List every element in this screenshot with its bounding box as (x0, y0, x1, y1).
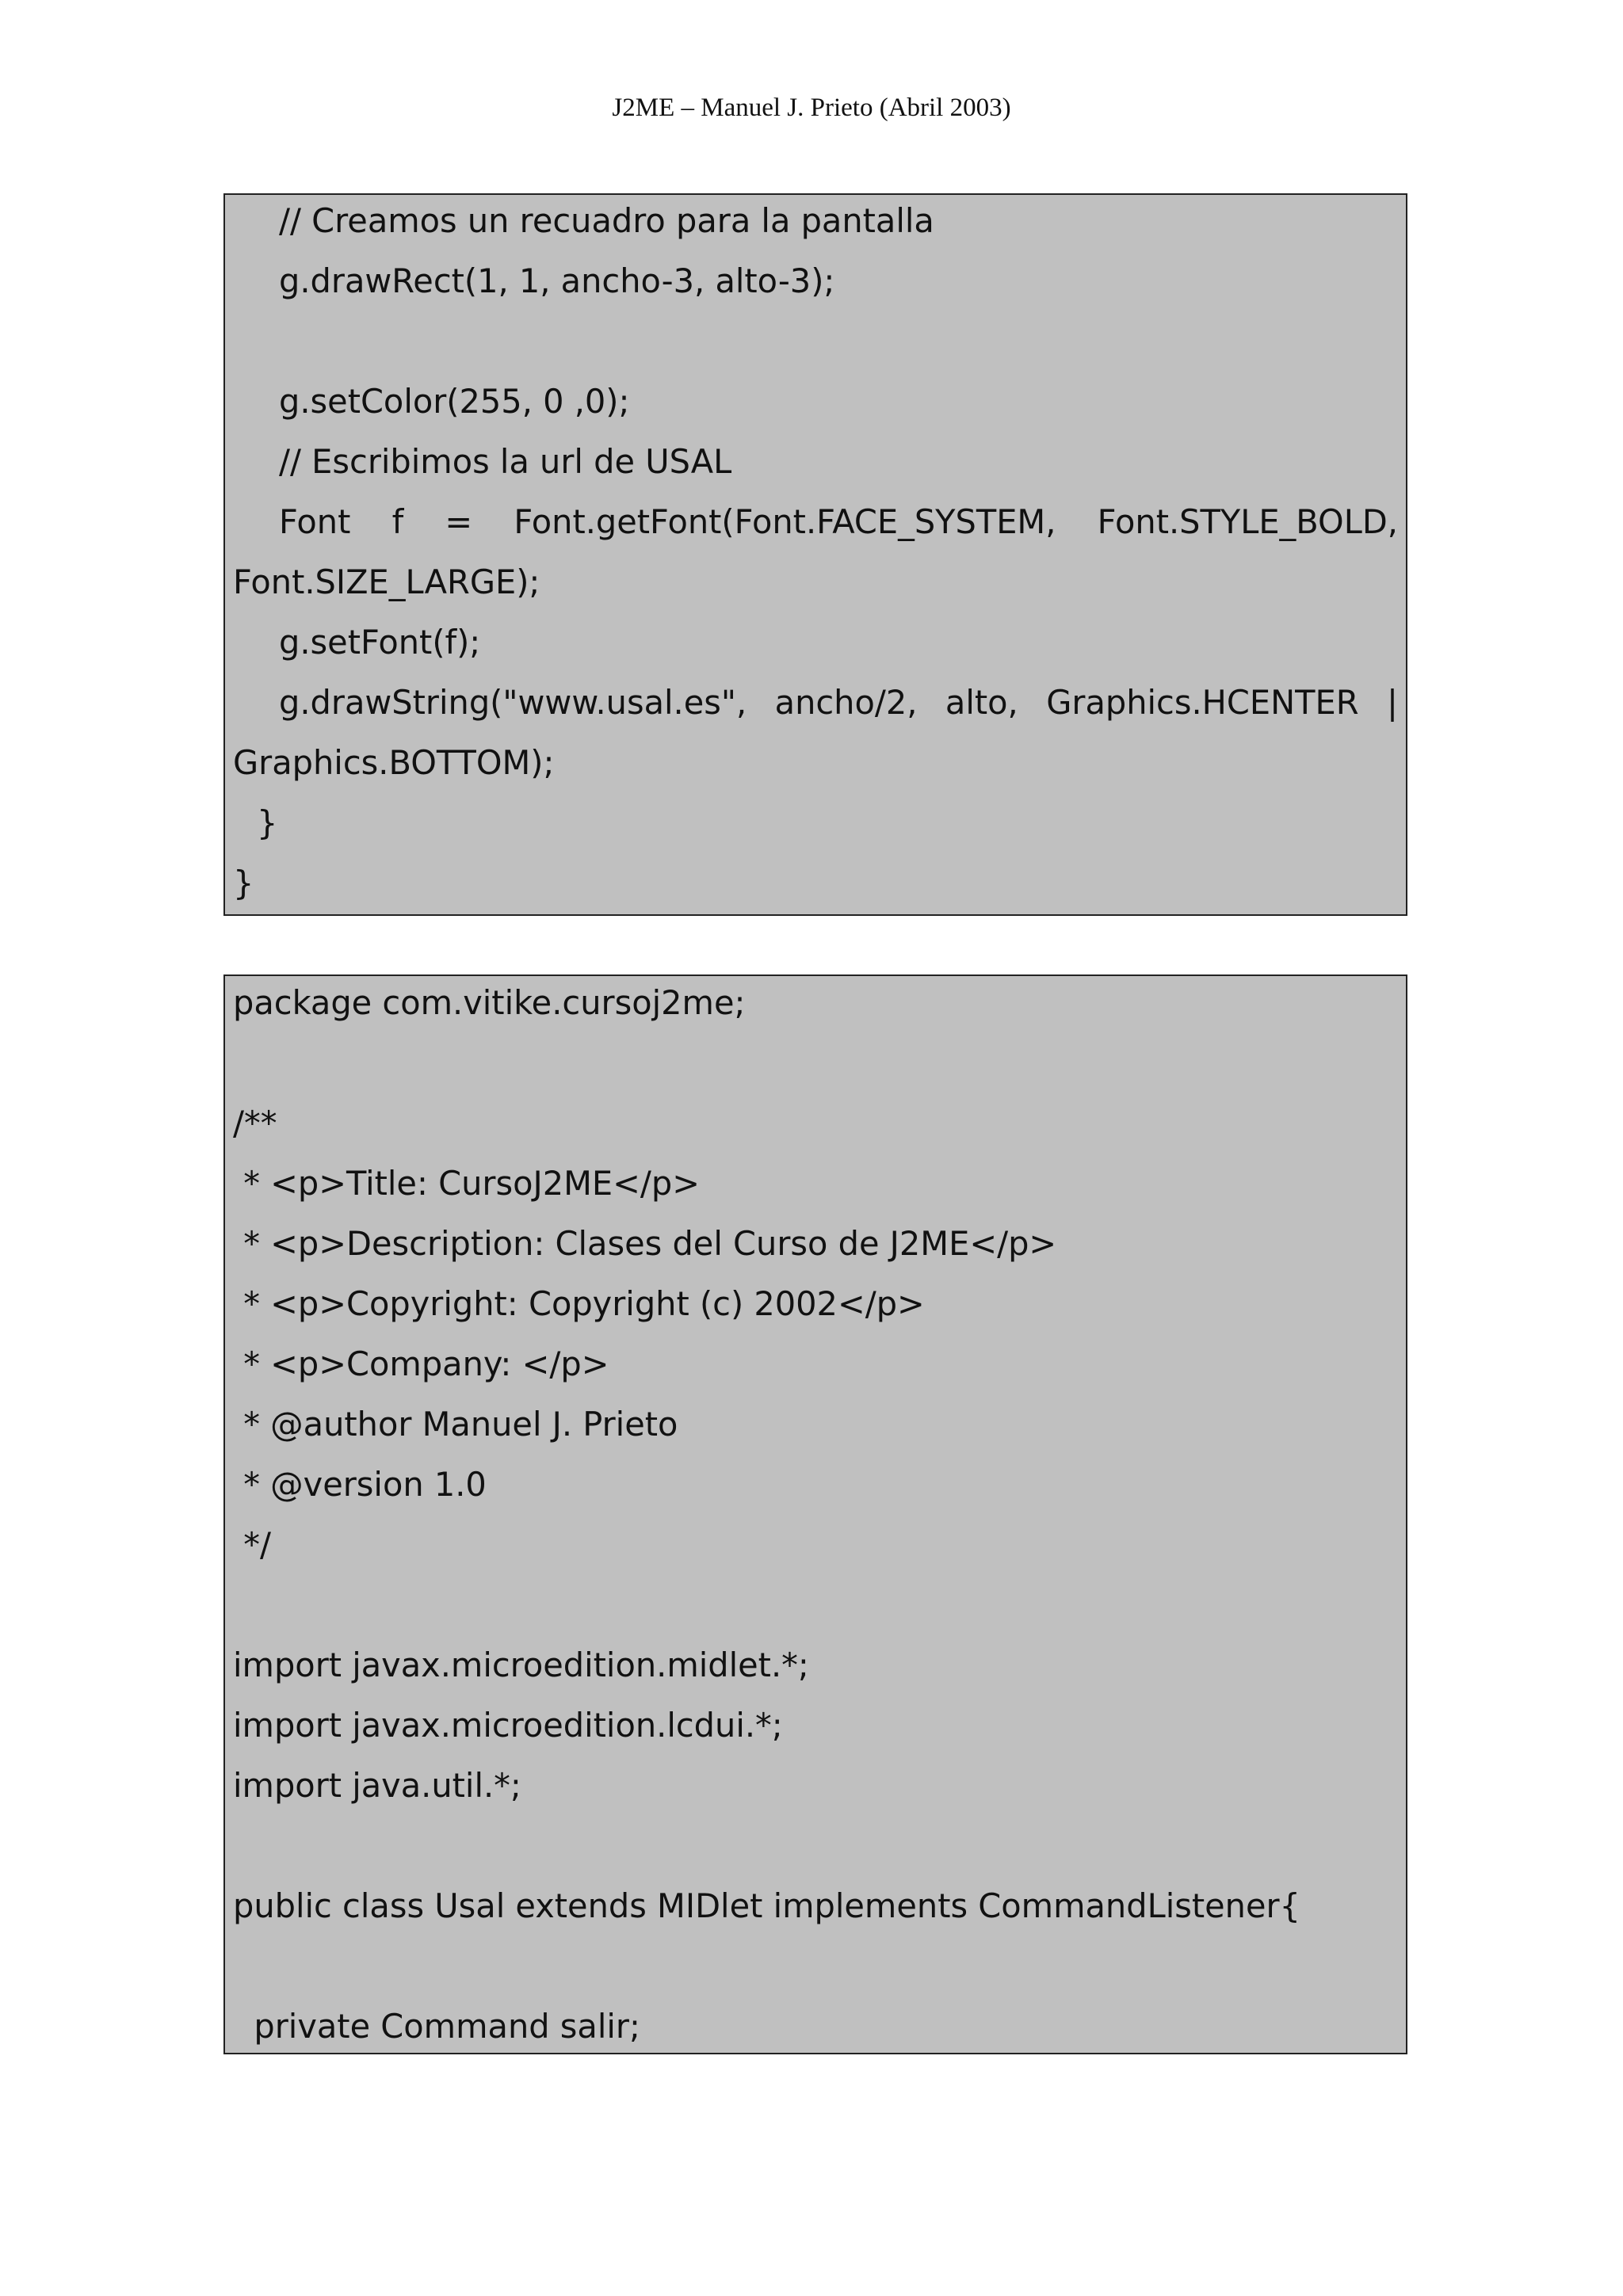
code-line: g.drawString("www.usal.es", ancho/2, alto, Graphics.HCENTER | (279, 683, 1398, 722)
code-line: import javax.microedition.lcdui.*; (233, 1706, 783, 1745)
code-line: * <p>Copyright: Copyright (c) 2002</p> (233, 1284, 925, 1323)
code-line: private Command salir; (233, 2007, 640, 2046)
code-line: Graphics.BOTTOM); (233, 743, 555, 782)
code-line: * @author Manuel J. Prieto (233, 1405, 678, 1444)
code-line: g.setFont(f); (279, 623, 481, 662)
code-line: // Escribimos la url de USAL (279, 442, 732, 481)
code-line: /** (233, 1104, 277, 1142)
code-line: package com.vitike.cursoj2me; (233, 983, 746, 1022)
code-line (233, 1039, 1398, 1087)
code-line: } (257, 803, 278, 842)
code-line: import java.util.*; (233, 1766, 521, 1805)
code-line: * @version 1.0 (233, 1465, 487, 1504)
code-line: g.setColor(255, 0 ,0); (279, 382, 630, 421)
code-line: */ (233, 1525, 271, 1564)
code-line (233, 1822, 1398, 1870)
code-line: * <p>Company: </p> (233, 1344, 609, 1383)
code-line (233, 1943, 1398, 1990)
code-line: public class Usal extends MIDlet implements CommandListener{ (233, 1886, 1300, 1925)
code-line: import javax.microedition.midlet.*; (233, 1646, 809, 1684)
code-line: } (233, 864, 254, 902)
code-line (279, 318, 1398, 365)
code-line: * <p>Description: Clases del Curso de J2ME</p> (233, 1224, 1057, 1263)
code-line: Font.SIZE_LARGE); (233, 563, 540, 601)
code-line: g.drawRect(1, 1, ancho-3, alto-3); (279, 261, 835, 300)
code-line (233, 1581, 1398, 1629)
code-block (223, 193, 1407, 916)
code-line: * <p>Title: CursoJ2ME</p> (233, 1164, 701, 1203)
code-line: // Creamos un recuadro para la pantalla (279, 201, 934, 240)
code-block (223, 974, 1407, 2054)
code-line: Font f = Font.getFont(Font.FACE_SYSTEM, Font.STYLE_BOLD, (279, 502, 1398, 541)
page-header: J2ME – Manuel J. Prieto (Abril 2003) (612, 93, 1011, 122)
